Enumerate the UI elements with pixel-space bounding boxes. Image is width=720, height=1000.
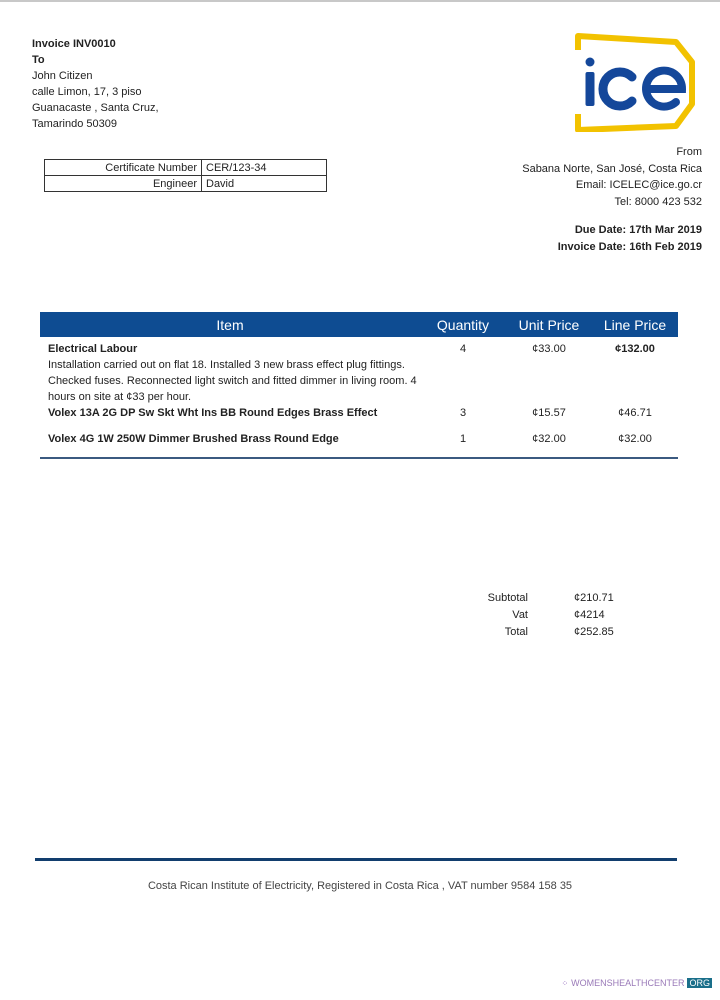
ice-logo-icon <box>570 32 696 132</box>
sender-tel: Tel: 8000 423 532 <box>614 195 702 208</box>
item-title: Electrical Labour <box>48 343 138 355</box>
total-label: Total <box>504 626 528 638</box>
total-value: ¢252.85 <box>574 626 614 638</box>
totals-block <box>470 590 614 641</box>
vat-label: Vat <box>512 609 528 621</box>
watermark-suffix: ORG <box>689 978 710 988</box>
invoice-title: Invoice INV0010 <box>32 38 116 50</box>
engineer-row <box>45 176 327 192</box>
item-quantity: 4 <box>459 343 467 355</box>
engineer-value: David <box>202 176 327 192</box>
sender-block <box>522 144 702 210</box>
items-table <box>40 312 678 459</box>
table-row <box>40 337 678 405</box>
watermark-text: WOMENSHEALTHCENTER <box>571 978 685 988</box>
invoice-date: Invoice Date: 16th Feb 2019 <box>557 240 702 253</box>
item-line-price: ¢46.71 <box>618 407 652 419</box>
sender-address: Sabana Norte, San José, Costa Rica <box>522 162 702 175</box>
item-title: Volex 4G 1W 250W Dimmer Brushed Brass Round Edge <box>40 421 420 458</box>
recipient-name: John Citizen <box>32 70 93 82</box>
sender-email: Email: ICELEC@ice.go.cr <box>575 179 702 191</box>
certificate-number-value: CER/123-34 <box>202 160 327 176</box>
vat-row <box>470 607 614 624</box>
footer-text: Costa Rican Institute of Electricity, Registered in Costa Rica , VAT number 9584 158 35 <box>147 880 573 892</box>
subtotal-label: Subtotal <box>487 592 528 604</box>
recipient-block <box>32 36 159 132</box>
vat-value: ¢4214 <box>574 609 605 621</box>
subtotal-value: ¢210.71 <box>574 592 614 604</box>
from-label: From <box>676 146 702 158</box>
item-title: Volex 13A 2G DP Sw Skt Wht Ins BB Round Edges Brass Effect <box>48 407 378 419</box>
engineer-label: Engineer <box>45 176 202 192</box>
item-line-price: ¢132.00 <box>615 343 655 355</box>
item-quantity: 1 <box>420 421 506 458</box>
watermark <box>561 978 712 988</box>
to-label: To <box>32 54 45 66</box>
recipient-address-1: calle Limon, 17, 3 piso <box>32 86 142 98</box>
item-cell <box>40 337 420 405</box>
recipient-address-3: Tamarindo 50309 <box>32 118 118 130</box>
table-row <box>40 421 678 458</box>
table-row <box>40 405 678 421</box>
item-quantity: 3 <box>459 407 467 419</box>
due-date: Due Date: 17th Mar 2019 <box>574 224 702 236</box>
certificate-table <box>44 159 327 192</box>
certificate-number-label: Certificate Number <box>45 160 202 176</box>
recipient-address-2: Guanacaste , Santa Cruz, <box>32 102 159 114</box>
dots-icon: ⁘ <box>561 978 569 988</box>
item-unit-price: ¢32.00 <box>506 421 592 458</box>
subtotal-row <box>470 590 614 607</box>
item-unit-price: ¢33.00 <box>532 343 566 355</box>
dates-block <box>558 222 702 255</box>
header-item: Item <box>40 312 420 337</box>
footer-divider <box>35 858 677 861</box>
item-description: Installation carried out on flat 18. Installed 3 new brass effect plug fittings. Checked fuses. Reconnected light switch and fitted dimmer in living room. 4 hours on site at ¢33 per hour. <box>48 359 417 403</box>
ice-logo <box>570 32 696 132</box>
item-line-price: ¢32.00 <box>592 421 678 458</box>
total-row <box>470 624 614 641</box>
item-unit-price: ¢15.57 <box>532 407 566 419</box>
header-quantity: Quantity <box>420 312 506 337</box>
certificate-row <box>45 160 327 176</box>
items-header-row <box>40 312 678 337</box>
header-unit-price: Unit Price <box>506 312 592 337</box>
header-line-price: Line Price <box>592 312 678 337</box>
